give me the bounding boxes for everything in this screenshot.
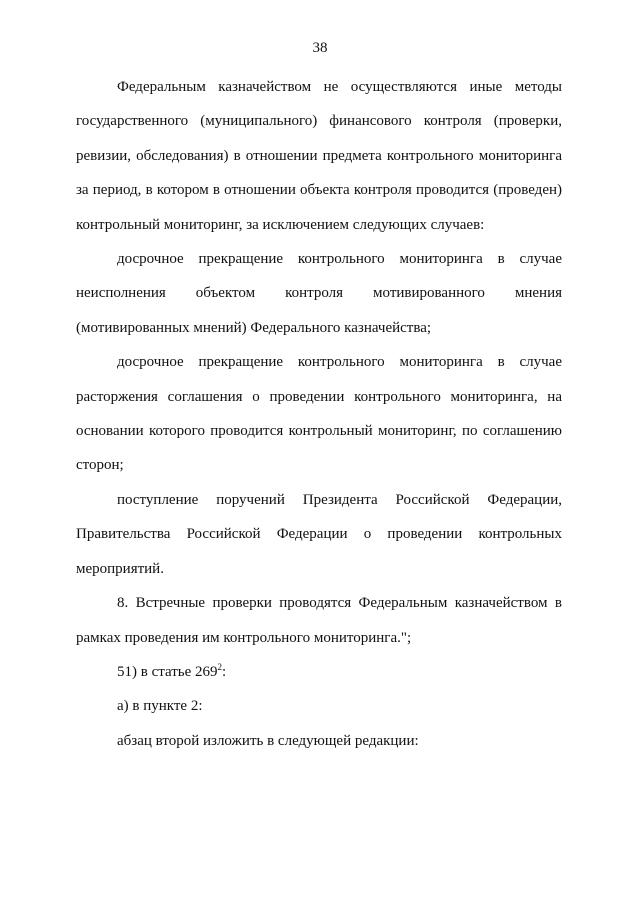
paragraph-early-termination-non-fulfillment: досрочное прекращение контрольного мониторинга в случае неисполнения объектом контроля мотивированного мнения (мотивированных мнений) Федерального казначейства;	[76, 251, 562, 336]
page-number: 38	[312, 40, 328, 56]
paragraph-exceptions-intro: Федеральным казначейством не осуществляются иные методы государственного (муниципального) финансового контроля (проверки, ревизии, обследования) в отношении предмета контрольного мониторинга за период, в котором в отношении объекта контроля проводится (проведен) контрольный мониторинг, за исключением следующих случаев:	[76, 79, 562, 233]
item-51-colon: :	[222, 663, 227, 680]
paragraph-item-a: а) в пункте 2:	[117, 698, 203, 715]
paragraph-early-termination-agreement: досрочное прекращение контрольного мониторинга в случае расторжения соглашения о проведении контрольного мониторинга, на основании которого проводится контрольный мониторинг, по соглашению сторон;	[76, 354, 562, 474]
item-51-text: 51) в статье 269	[117, 663, 218, 680]
paragraph-counter-checks: 8. Встречные проверки проводятся Федеральным казначейством в рамках проведения им контрольного мониторинга.";	[76, 595, 562, 646]
item-51-superscript: 2	[217, 661, 223, 672]
paragraph-item-51	[76, 655, 562, 689]
document-body	[76, 70, 562, 758]
paragraph-president-orders: поступление поручений Президента Российской Федерации, Правительства Российской Федерации о проведении контрольных мероприятий.	[76, 491, 562, 577]
paragraph-abzac: абзац второй изложить в следующей редакции:	[117, 732, 419, 749]
